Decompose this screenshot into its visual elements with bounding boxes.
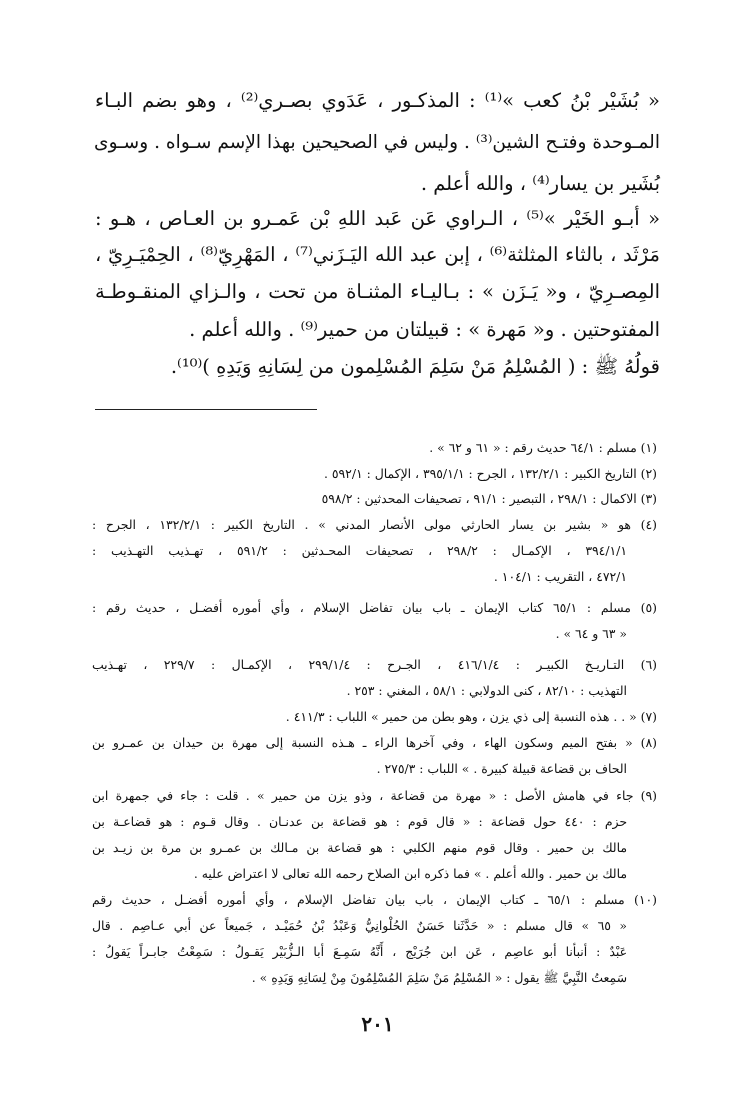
main-text-line-6: المِصـرِيّ ، و« يَـزَن » : بـاليـاء المثنـاة من تحت ، والـزاي المنقـوطـة	[95, 280, 660, 303]
footnote-line: (٨) « بفتح الميم وسكون الهاء ، وفي آخرها الراء ـ هـذه النسبة إلى مهرة بن حيدان بن عمـرو بن	[92, 735, 657, 750]
footnote-line: (١٠) مسلم : ٦٥/١ ـ كتاب الإيمان ، باب بيان تفاضل الإسلام ، وأي أموره أفضـل ، حديث رقم	[92, 892, 657, 907]
footnote-line: (٢) التاريخ الكبير : ١٣٢/٢/١ ، الجرح : ٣٩٥/١/١ ، الإكمال : ٥٩٢/١ .	[323, 466, 657, 481]
footnote-line: (٣) الاكمال : ٢٩٨/١ ، التبصير : ٩١/١ ، تصحيفات المحدثين : ٥٩٨/٢	[321, 491, 657, 506]
footnote-line: ٣٩٤/١/١ ، الإكمـال : ٢٩٨/٢ ، تصحيفات المحـدثين : ٥٩١/٢ ، تهـذيب التهـذيب :	[92, 543, 627, 558]
footnote-line: « ٦٣ و ٦٤ » .	[555, 626, 627, 641]
footnote-line: (١) مسلم : ٦٤/١ حديث رقم : « ٦١ و ٦٢ » .	[429, 440, 657, 455]
footnote-line: عَبْدٌ : أنبأنا أبو عاصِم ، عَن ابن جُرَيْج ، أَنَّهُ سَمِـعَ أبا الـزُّبَيْر يَقـولُ : سَمِعْتُ جابـراً يَقولُ :	[92, 944, 627, 959]
footnote-line: الحاف بن قضاعة قبيلة كبيرة . » اللباب : ٢٧٥/٣ .	[376, 761, 627, 776]
main-text-line-4: « أبـو الخَيْر »⁽⁵⁾ ، الـراوي عَن عَبد اللهِ بْن عَمـرو بن العـاص ، هـو :	[95, 207, 661, 230]
main-text-line-8: قولُهُ ﷺ : ( المُسْلِمُ مَنْ سَلِمَ المُسْلِمون من لِسَانِهِ وَيَدِهِ )⁽¹⁰⁾.	[170, 355, 660, 378]
footnote-line: (٤) هو « بشير بن يسار الحارثي مولى الأنصار المدني » . التاريخ الكبير : ١٣٢/٢/١ ، الجرح :	[92, 517, 657, 532]
footnote-divider	[95, 409, 317, 410]
footnote-line: التهذيب : ٨٢/١٠ ، كنى الدولابي : ٥٨/١ ، المغني : ٢٥٣ .	[346, 683, 627, 698]
footnote-line: « ٦٥ » قال مسلم : « حَدَّثَنا حَسَنٌ الحُلْوانِيُّ وَعَبْدُ بْنُ حُمَيْـد ، جَميعاً عن أبي عـاصِم . قال	[92, 918, 627, 933]
main-text-line-3: بُشَير بن يسار⁽⁴⁾ ، والله أعلم .	[420, 172, 660, 195]
footnote-line: (٩) جاء في هامش الأصل : « مهرة من قضاعة ، وذو يزن من حمير » . قلت : جاء في جمهرة ابن	[92, 788, 657, 803]
footnote-line: (٥) مسلم : ٦٥/١ كتاب الإيمان ـ باب بيان تفاضل الإسلام ، وأي أموره أفضـل ، حديث رقم :	[92, 600, 657, 615]
footnote-line: سَمِعتُ النَّبِيَّ ﷺ يقول : « المُسْلِمُ مَنْ سَلِمَ المُسْلِمُونَ مِنْ لِسَانِهِ وَيَدِهِ » .	[251, 970, 627, 985]
main-text-line-5: مَرْثَد ، بالثاء المثلثة⁽⁶⁾ ، إبن عبد الله اليَـزَني⁽⁷⁾ ، المَهْرِيّ⁽⁸⁾ ، الحِمْيَـرِيّ ،	[95, 243, 660, 266]
footnote-line: مالك بن حمير . وقال قوم منهم الكلبي : هو قضاعة بن مـالك بن عمـرو بن مرة بن زيـد بن	[92, 840, 627, 855]
footnote-line: مالك بن حمير . والله أعلم . » فما ذكره ابن الصلاح رحمه الله تعالى لا اعتراض عليه .	[193, 866, 627, 881]
main-text-line-2: المـوحدة وفتـح الشين⁽³⁾ . وليس في الصحيحين بهذا الإسم سـواه . وسـوى	[94, 132, 660, 153]
footnote-line: (٦) التـاريـخ الكبيـر : ٤١٦/١/٤ ، الجـرح : ٢٩٩/١/٤ ، الإكمـال : ٢٢٩/٧ ، تهـذيب	[92, 657, 657, 672]
footnote-line: (٧) « . . هذه النسبة إلى ذي يزن ، وهو بطن من حمير » اللباب : ٤١١/٣ .	[285, 709, 657, 724]
page-number: ٢٠١	[361, 1012, 394, 1036]
main-text-line-7: المفتوحتين . و« مَهرة » : قبيلتان من حمير⁽⁹⁾ . والله أعلم .	[189, 318, 660, 341]
footnote-line: ٤٧٢/١ ، التقريب : ١٠٤/١ .	[493, 569, 627, 584]
footnote-line: حزم : ٤٤٠ حول قضاعة : « قال قوم : هو قضاعة بن عدنـان . وقال قـوم : هو قضاعـة بن	[92, 814, 627, 829]
main-text-line-1: « بُشَيْر بْنُ كعب »⁽¹⁾ : المذكـور ، عَدَوي بصـري⁽²⁾ ، وهو بضم البـاء	[95, 89, 660, 112]
